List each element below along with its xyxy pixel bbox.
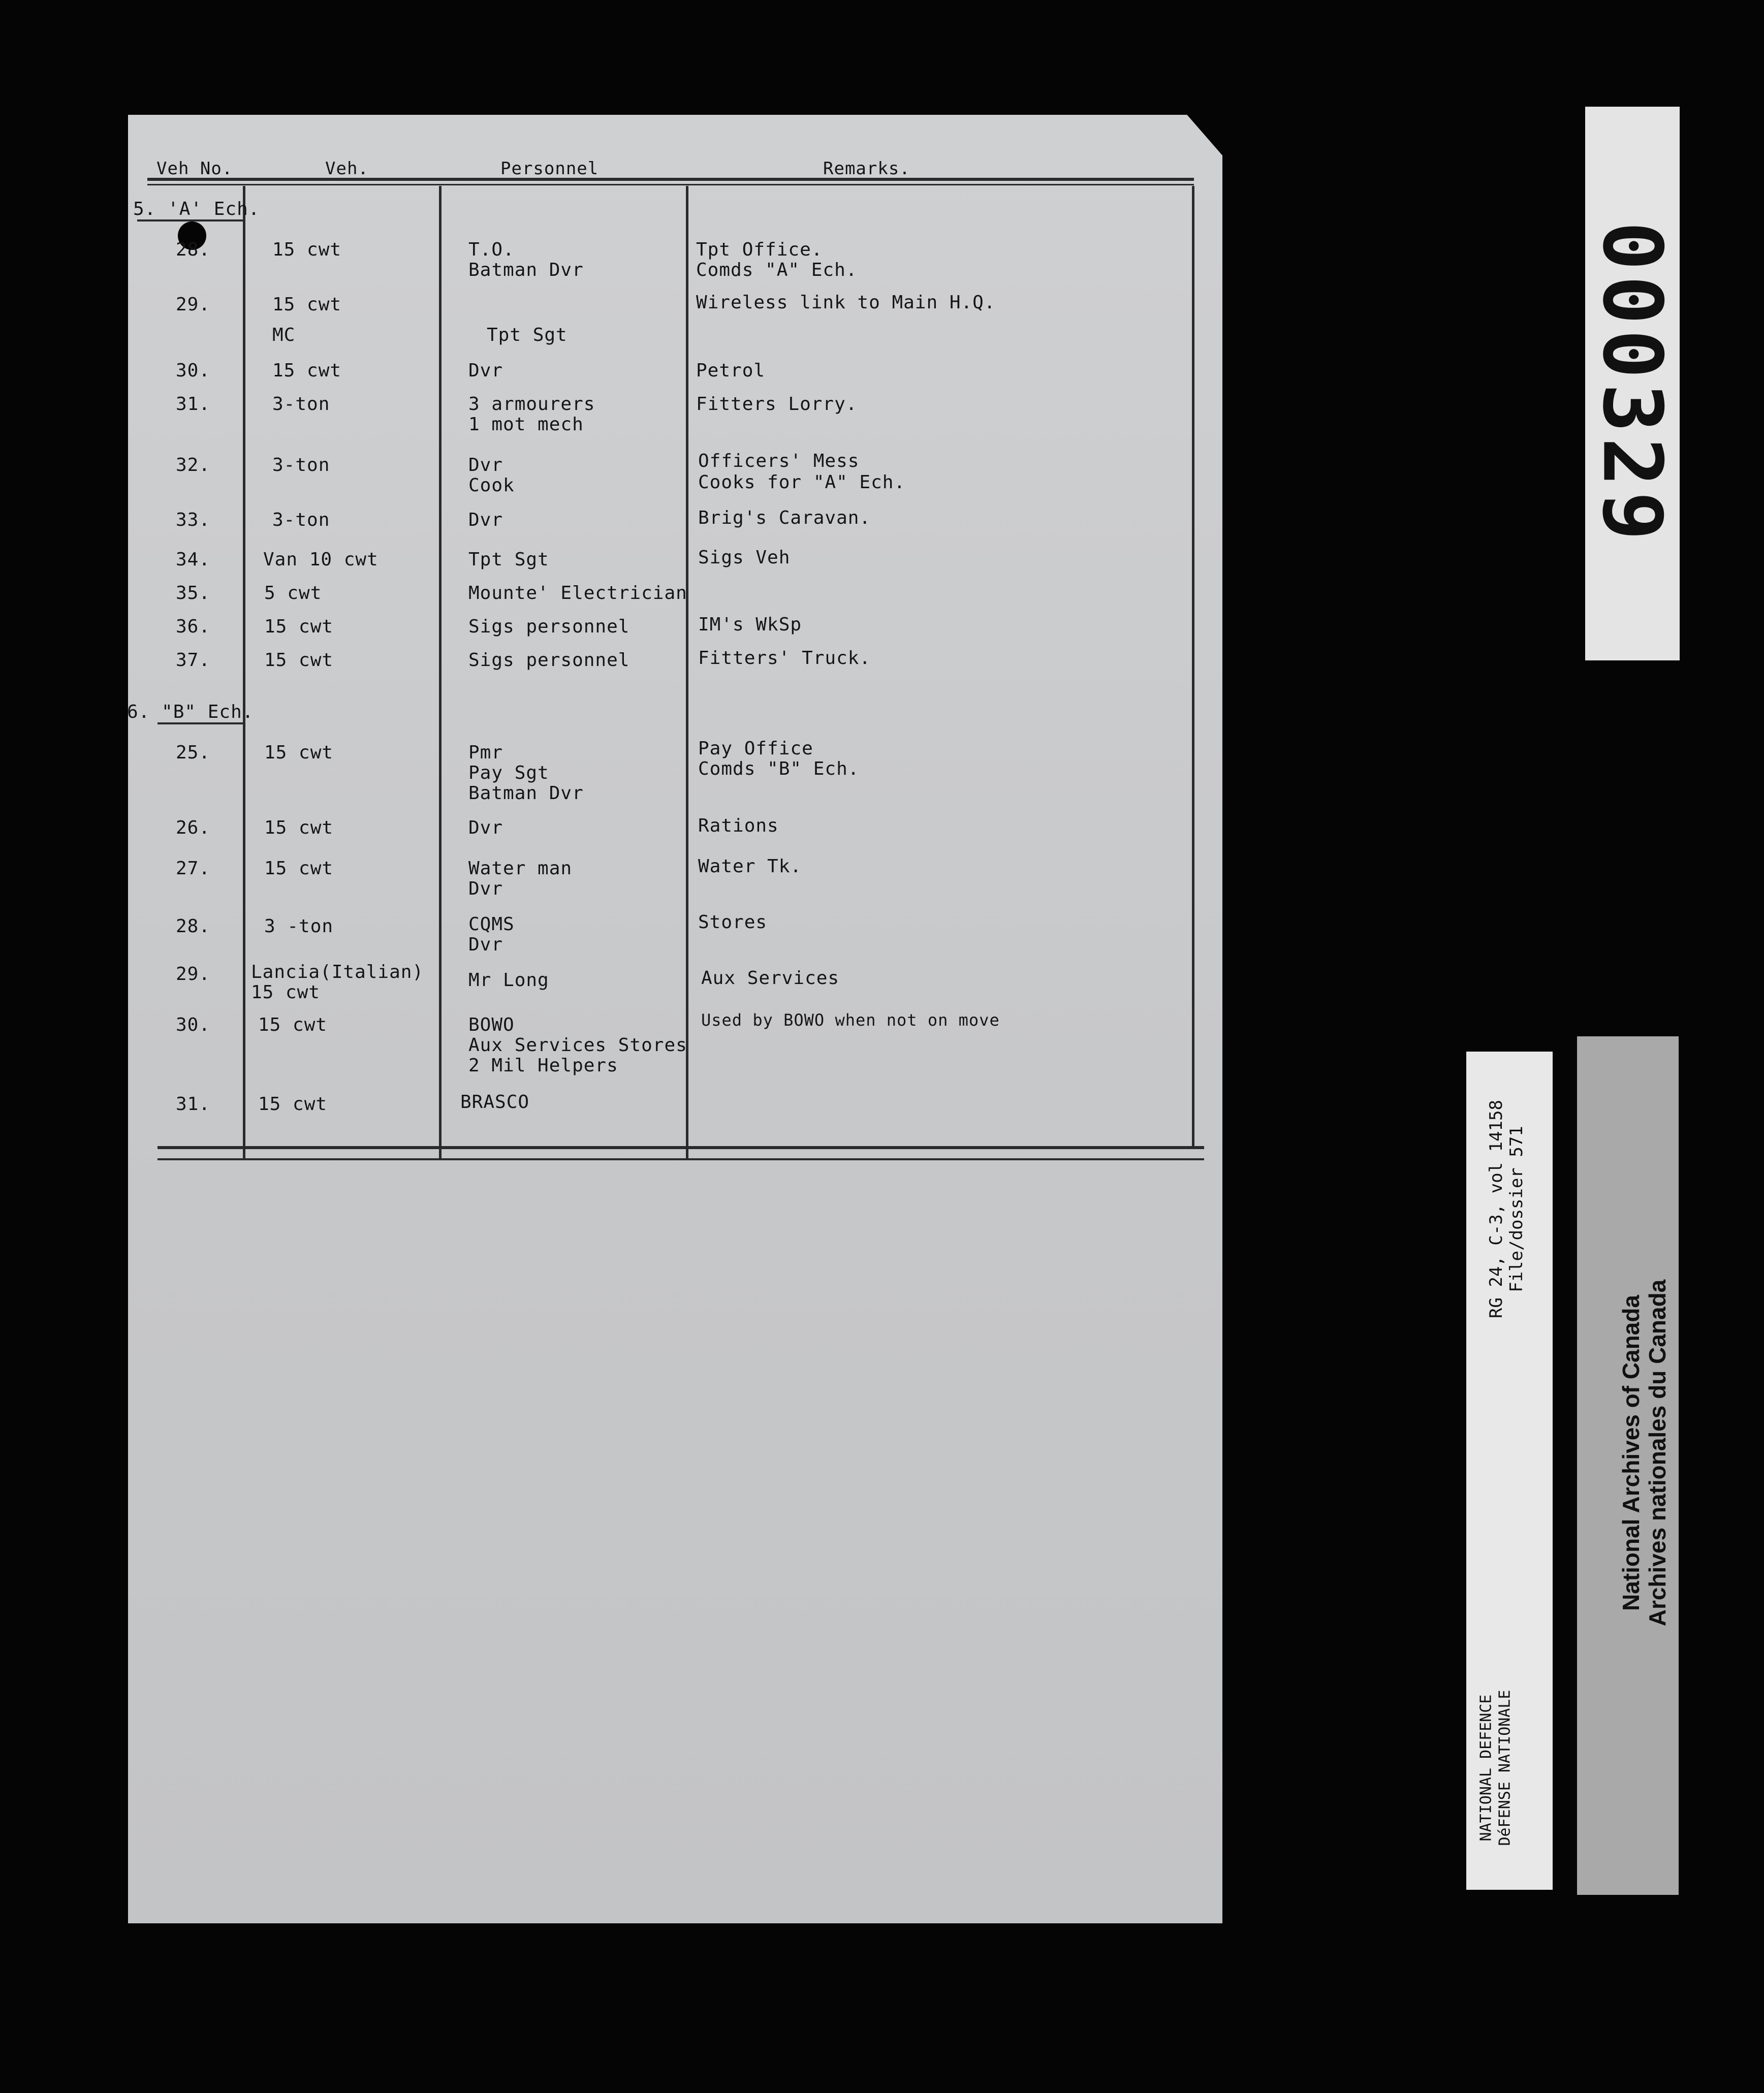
row-veh: 15 cwt (264, 817, 334, 838)
row-personnel: Tpt Sgt (487, 325, 568, 345)
row-no: 37. (176, 650, 211, 671)
footer-rule (158, 1146, 1204, 1149)
archive-reference-line-1: RG 24, C-3, vol 14158 (1486, 1100, 1506, 1318)
row-remarks: Cooks for "A" Ech. (698, 472, 906, 493)
row-veh: 3-ton (272, 394, 330, 415)
column-divider-3 (686, 186, 688, 1158)
row-veh: 3 -ton (264, 916, 334, 937)
row-personnel: BRASCO (460, 1092, 530, 1113)
row-veh: 15 cwt (272, 294, 342, 315)
row-personnel: Mounte' Electrician (468, 583, 687, 604)
row-remarks: Officers' Mess (698, 451, 860, 471)
row-remarks: Aux Services (701, 968, 840, 989)
row-remarks: Pay Office (698, 738, 813, 759)
row-personnel: Dvr (468, 878, 503, 899)
row-veh: 5 cwt (264, 583, 322, 604)
row-personnel: Dvr (468, 510, 503, 530)
row-personnel: Batman Dvr (468, 783, 584, 804)
archives-line-1: National Archives of Canada (1618, 1294, 1644, 1611)
row-personnel: 3 armourers (468, 394, 595, 415)
header-veh: Veh. (325, 158, 369, 179)
row-veh: Lancia(Italian) 15 cwt (251, 962, 424, 1003)
row-no: 36. (176, 616, 211, 637)
archives-line-2: Archives nationales du Canada (1644, 1279, 1671, 1627)
archive-reference-line-2: File/dossier 571 (1506, 1126, 1527, 1292)
frame-number: 000329 (1585, 221, 1680, 546)
row-no: 29. (176, 964, 211, 985)
row-remarks: Used by BOWO when not on move (701, 1010, 1000, 1030)
header-veh-no: Veh No. (156, 158, 233, 179)
row-personnel: Dvr (468, 455, 503, 475)
row-personnel: BOWO (468, 1014, 515, 1035)
row-personnel: Batman Dvr (468, 260, 584, 280)
footer-rule-2 (158, 1158, 1204, 1160)
row-personnel: Pay Sgt (468, 763, 549, 783)
section-b-underline (158, 722, 244, 724)
row-no: 30. (176, 1014, 211, 1035)
row-veh: Van 10 cwt (263, 549, 379, 570)
row-veh: 15 cwt (258, 1094, 328, 1115)
department-line-2: DéFENSE NATIONALE (1496, 1690, 1514, 1846)
row-veh: MC (272, 325, 296, 345)
row-personnel: Tpt Sgt (468, 549, 549, 570)
row-remarks: Water Tk. (698, 856, 802, 877)
row-remarks: Stores (698, 912, 768, 933)
row-no: 34. (176, 549, 211, 570)
row-personnel: 2 Mil Helpers (468, 1055, 618, 1076)
row-no: 28. (176, 239, 211, 260)
row-veh: 15 cwt (258, 1014, 328, 1035)
row-no: 28. (176, 916, 211, 937)
row-no: 30. (176, 360, 211, 381)
row-remarks: Brig's Caravan. (698, 508, 871, 528)
row-personnel: Dvr (468, 934, 503, 955)
row-personnel: T.O. (468, 239, 515, 260)
column-divider-2 (439, 186, 442, 1158)
section-a-label: 5. 'A' Ech. (133, 199, 260, 219)
row-personnel: Aux Services Stores (468, 1035, 687, 1056)
row-veh: 3-ton (272, 455, 330, 475)
row-remarks: Wireless link to Main H.Q. (696, 292, 996, 313)
row-no: 32. (176, 455, 211, 475)
row-personnel: Sigs personnel (468, 650, 630, 671)
header-personnel: Personnel (500, 158, 599, 179)
row-veh: 15 cwt (264, 650, 334, 671)
row-remarks: Sigs Veh (698, 547, 791, 568)
row-no: 26. (176, 817, 211, 838)
row-remarks: Fitters' Truck. (698, 648, 871, 669)
row-veh: 15 cwt (264, 742, 334, 763)
row-personnel: Cook (468, 475, 515, 496)
row-no: 31. (176, 1094, 211, 1115)
row-remarks: Tpt Office. (696, 239, 823, 260)
row-remarks: Comds "A" Ech. (696, 260, 858, 280)
row-no: 29. (176, 294, 211, 315)
section-b-label: 6. "B" Ech. (127, 702, 254, 722)
row-no: 25. (176, 742, 211, 763)
column-divider-1 (243, 186, 245, 1158)
header-rule-2 (147, 184, 1194, 185)
row-no: 27. (176, 858, 211, 879)
row-personnel: 1 mot mech (468, 414, 584, 435)
row-veh: 3-ton (272, 510, 330, 530)
row-veh: 15 cwt (272, 360, 342, 381)
row-no: 31. (176, 394, 211, 415)
row-veh: 15 cwt (264, 858, 334, 879)
section-a-underline (137, 219, 244, 221)
row-personnel: CQMS (468, 914, 515, 935)
header-rule (147, 178, 1194, 181)
row-remarks: Comds "B" Ech. (698, 758, 860, 779)
column-divider-4 (1192, 186, 1194, 1148)
row-personnel: Sigs personnel (468, 616, 630, 637)
row-no: 33. (176, 510, 211, 530)
row-veh: 15 cwt (264, 616, 334, 637)
row-veh: 15 cwt (272, 239, 342, 260)
row-remarks: Rations (698, 815, 779, 836)
row-remarks: IM's WkSp (698, 614, 802, 635)
row-personnel: Pmr (468, 742, 503, 763)
row-personnel: Mr Long (468, 970, 549, 991)
row-personnel: Dvr (468, 360, 503, 381)
row-remarks: Petrol (696, 360, 766, 381)
row-personnel: Dvr (468, 817, 503, 838)
row-remarks: Fitters Lorry. (696, 394, 858, 415)
department-line-1: NATIONAL DEFENCE (1477, 1694, 1495, 1842)
row-no: 35. (176, 583, 211, 604)
header-remarks: Remarks. (823, 158, 910, 179)
row-personnel: Water man (468, 858, 573, 879)
